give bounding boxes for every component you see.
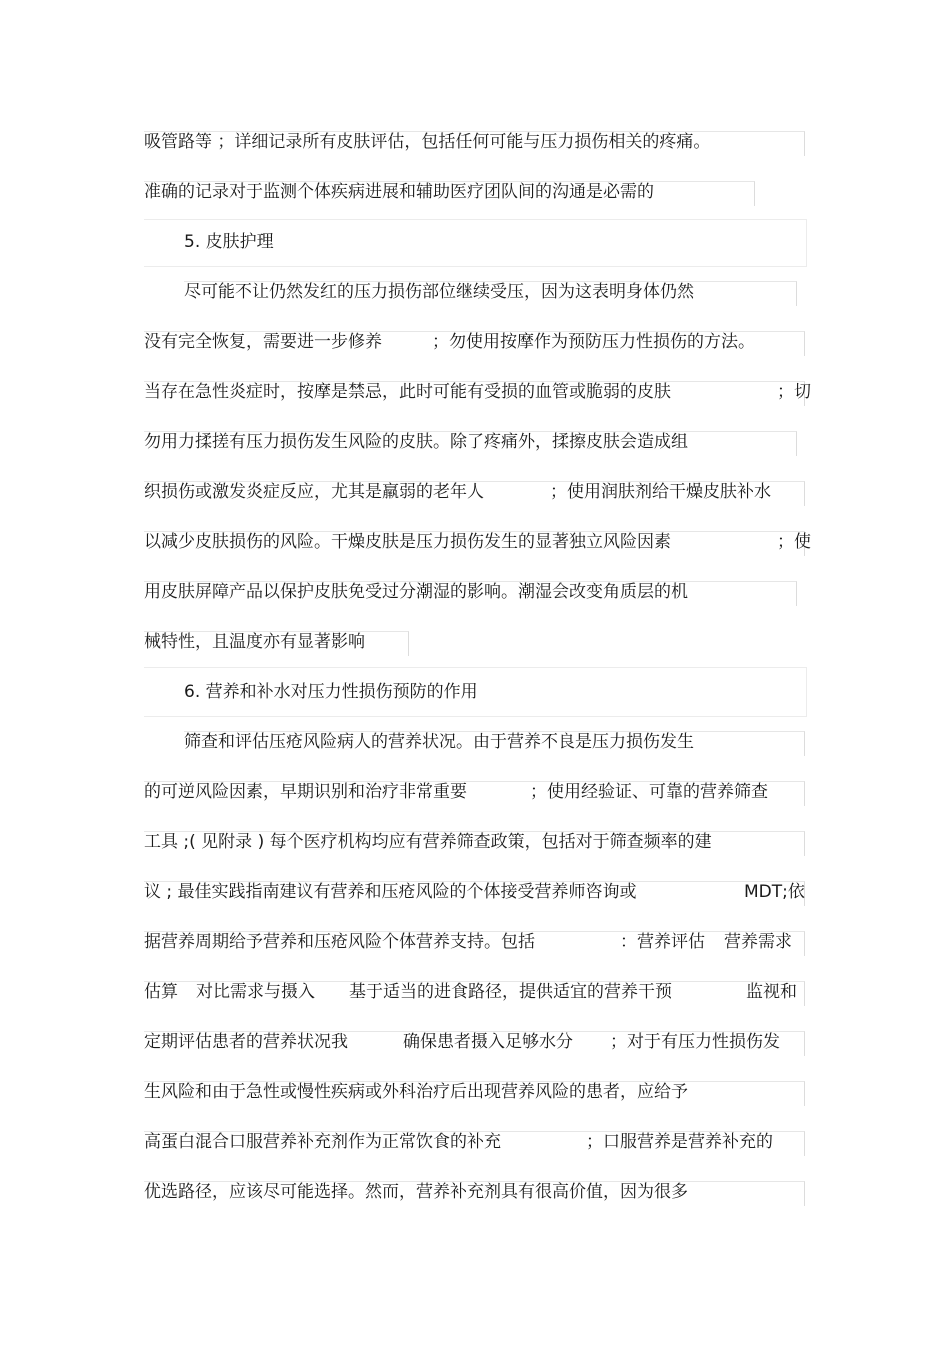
paragraph-first-line: 尽可能不让仍然发红的压力损伤部位继续受压，因为这表明身体仍然 [184,282,694,302]
text-segment: 基于适当的进食路径，提供适宜的营养干预 [349,982,672,1002]
text-line: 定期评估患者的营养状况我 [144,1032,348,1052]
text-line: 准确的记录对于监测个体疾病进展和辅助医疗团队间的沟通是必需的 [144,182,654,202]
text-segment: ；使 [777,532,811,552]
text-segment: ；使用润肤剂给干燥皮肤补水 [550,482,771,502]
text-line: 生风险和由于急性或慢性疾病或外科治疗后出现营养风险的患者，应给予 [144,1082,688,1102]
text-line: 没有完全恢复，需要进一步修养 [144,332,382,352]
text-line: 以减少皮肤损伤的风险。干燥皮肤是压力损伤发生的显著独立风险因素 [144,532,671,552]
text-segment: 对比需求与摄入 [196,982,315,1002]
text-line: 吸管路等 ；详细记录所有皮肤评估，包括任何可能与压力损伤相关的疼痛。 [144,132,711,152]
text-segment: MDT;依 [744,882,805,902]
text-segment: 确保患者摄入足够水分 [403,1032,573,1052]
text-segment: ；对于有压力性损伤发 [610,1032,780,1052]
text-line: 织损伤或激发炎症反应，尤其是羸弱的老年人 [144,482,484,502]
text-line: 高蛋白混合口服营养补充剂作为正常饮食的补充 [144,1132,501,1152]
text-segment: ；切 [777,382,811,402]
text-line: 的可逆风险因素，早期识别和治疗非常重要 [144,782,467,802]
text-line: 用皮肤屏障产品以保护皮肤免受过分潮湿的影响。潮湿会改变角质层的机 [144,582,688,602]
text-segment: 营养需求 [724,932,792,952]
text-line: 据营养周期给予营养和压疮风险个体营养支持。包括 [144,932,535,952]
text-segment: 监视和 [746,982,797,1002]
text-line: 械特性，且温度亦有显著影响 [144,632,365,652]
paragraph-first-line: 筛查和评估压疮风险病人的营养状况。由于营养不良是压力损伤发生 [184,732,694,752]
text-segment: ；口服营养是营养补充的 [586,1132,773,1152]
section-heading: 5. 皮肤护理 [184,232,274,252]
section-heading: 6. 营养和补水对压力性损伤预防的作用 [184,682,478,702]
text-line: 当存在急性炎症时，按摩是禁忌，此时可能有受损的血管或脆弱的皮肤 [144,382,671,402]
text-segment: ；勿使用按摩作为预防压力性损伤的方法。 [432,332,755,352]
text-line: 优选路径，应该尽可能选择。然而，营养补充剂具有很高价值，因为很多 [144,1182,688,1202]
text-segment: ；使用经验证、可靠的营养筛查 [530,782,768,802]
text-line: 勿用力揉搓有压力损伤发生风险的皮肤。除了疼痛外，揉擦皮肤会造成组 [144,432,688,452]
text-segment: ：营养评估 [620,932,705,952]
text-line: 估算 [144,982,178,1002]
text-line: 议 ; 最佳实践指南建议有营养和压疮风险的个体接受营养师咨询或 [144,882,637,902]
text-line: 工具 ;( 见附录 ) 每个医疗机构均应有营养筛查政策，包括对于筛查频率的建 [144,832,712,852]
